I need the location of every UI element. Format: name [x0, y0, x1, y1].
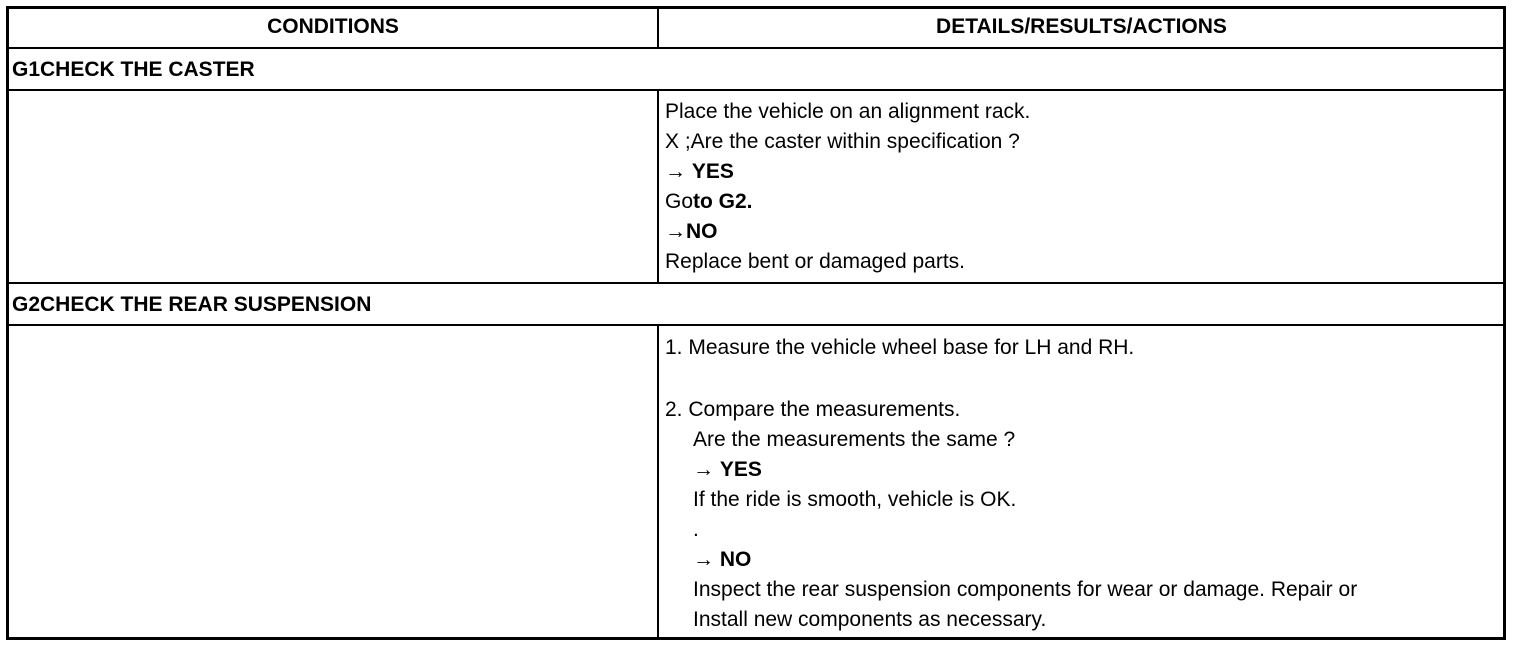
g2-yes-line: [665, 455, 1500, 485]
arrow-right-icon: →: [693, 548, 714, 571]
arrow-right-icon: →: [693, 458, 714, 481]
header-details: DETAILS/RESULTS/ACTIONS: [936, 15, 1227, 38]
g1-goto-line: [665, 187, 1500, 217]
row-divider: [6, 89, 1506, 91]
row-divider: [6, 47, 1506, 49]
g1-details: [665, 97, 1500, 277]
yes-label: YES: [719, 458, 762, 481]
g1-question: X ;Are the caster within specification ?: [665, 130, 1020, 153]
g2-no-action-line-1: Inspect the rear suspension components for wear or damage. Repair or: [693, 578, 1358, 601]
arrow-right-icon: →: [665, 220, 686, 243]
g1-yes-line: [665, 157, 1500, 187]
row-divider: [6, 282, 1506, 284]
g1-no-line: [665, 217, 1500, 247]
g2-question: Are the measurements the same ?: [693, 428, 1016, 451]
g1-no-action: Replace bent or damaged parts.: [665, 250, 966, 273]
arrow-right-icon: →: [665, 160, 686, 183]
g2-step-2: 2. Compare the measurements.: [665, 398, 961, 421]
g2-details: [665, 333, 1500, 635]
g2-yes-action: If the ride is smooth, vehicle is OK.: [693, 488, 1017, 511]
row-divider: [6, 324, 1506, 326]
goto-prefix: Go: [665, 190, 694, 213]
g2-dot: .: [693, 518, 699, 541]
section-title-g1: G1CHECK THE CASTER: [12, 58, 255, 81]
column-divider: [657, 90, 659, 283]
g2-step-1: 1. Measure the vehicle wheel base for LH and RH.: [665, 336, 1135, 359]
header-conditions: CONDITIONS: [267, 15, 399, 38]
g2-no-line: [665, 545, 1500, 575]
no-label: NO: [686, 220, 718, 243]
section-title-g2: G2CHECK THE REAR SUSPENSION: [12, 293, 372, 316]
column-divider: [657, 325, 659, 640]
g1-instruction: Place the vehicle on an alignment rack.: [665, 100, 1031, 123]
yes-label: YES: [691, 160, 734, 183]
g2-no-action-line-2: Install new components as necessary.: [693, 608, 1047, 631]
no-label: NO: [719, 548, 752, 571]
goto-target: to G2.: [693, 190, 753, 213]
